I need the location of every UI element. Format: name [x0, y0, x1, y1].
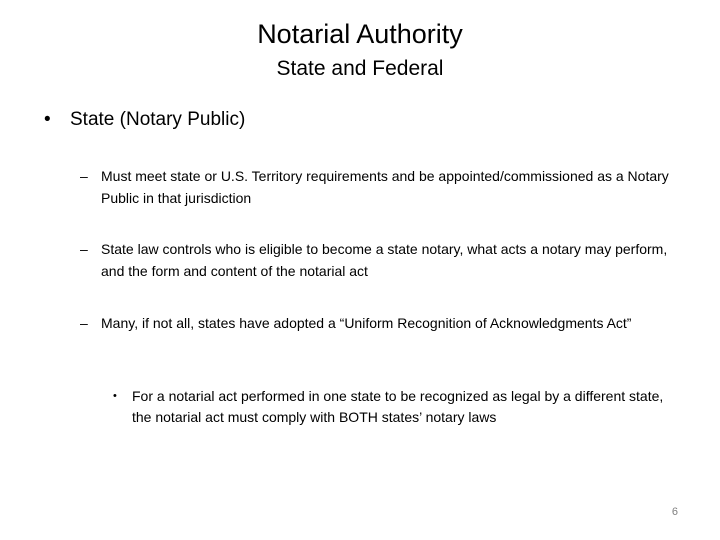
bullet-marker: • [44, 109, 51, 130]
page-number: 6 [671, 506, 678, 518]
dash-marker: – [80, 315, 88, 331]
main-bullet [44, 106, 245, 134]
dash-marker: – [80, 241, 88, 257]
sub-bullet [80, 312, 680, 334]
dash-marker: – [80, 168, 88, 184]
sub-sub-bullet [113, 386, 673, 428]
sub-bullet [80, 238, 680, 282]
sub-bullet-text: Must meet state or U.S. Territory requirements and be appointed/commissioned as a Notary Public in that jurisdiction [101, 168, 669, 206]
sub-bullet [80, 165, 680, 209]
slide-subtitle: State and Federal [276, 57, 444, 80]
main-bullet-text: State (Notary Public) [70, 109, 246, 130]
sub-bullet-text: State law controls who is eligible to become a state notary, what acts a notary may perform, and the form and content of the notarial act [101, 241, 668, 279]
sub-bullet-text: Many, if not all, states have adopted a “Uniform Recognition of Acknowledgments Act” [101, 315, 632, 331]
slide-title: Notarial Authority [257, 19, 463, 49]
bullet-marker: • [113, 390, 117, 402]
sub-sub-bullet-text: For a notarial act performed in one state to be recognized as legal by a different state, the notarial act must comply with BOTH states’ notary laws [132, 388, 664, 425]
